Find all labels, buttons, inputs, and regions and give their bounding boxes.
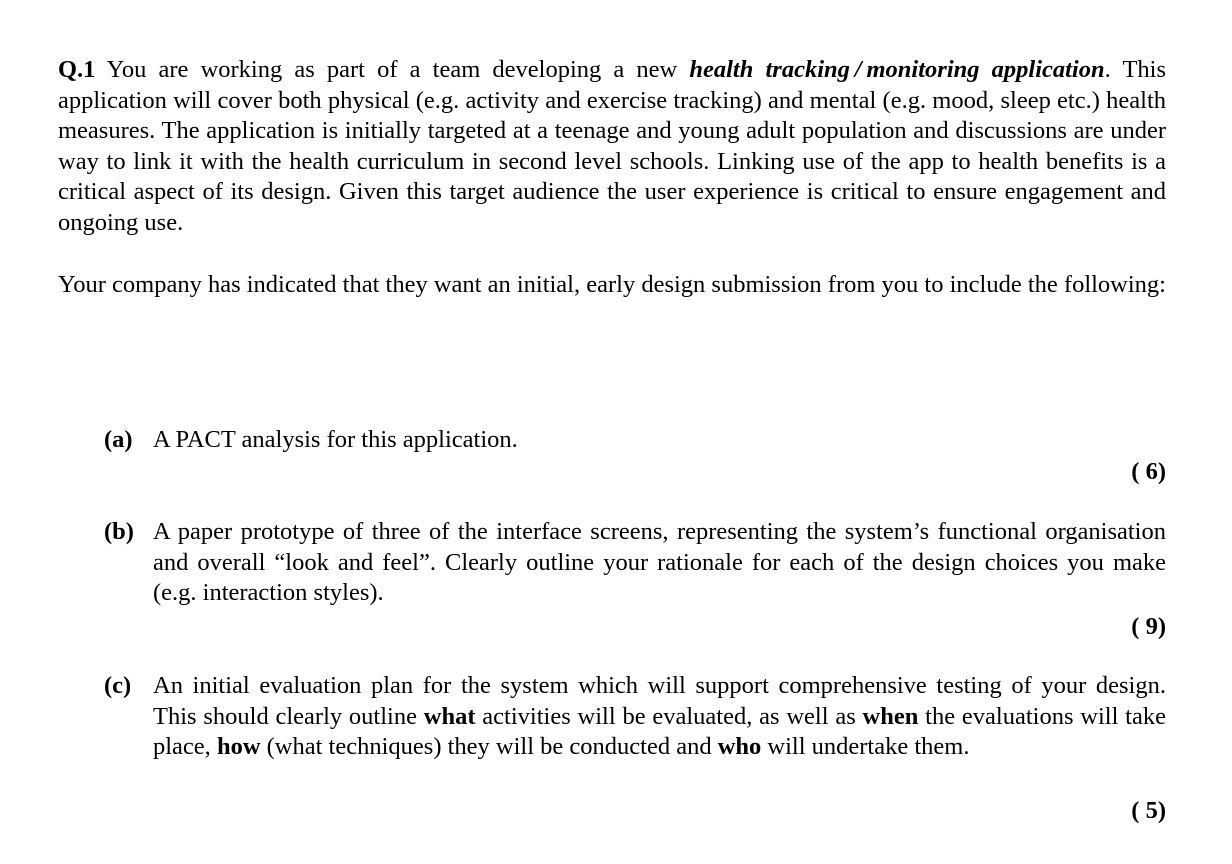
part-c-text — [153, 671, 1166, 763]
intro-paragraph: Your company has indicated that they want an initial, early design submission from you to include the following: — [58, 271, 1166, 298]
part-c-bold-who: who — [717, 733, 762, 760]
question-paragraph — [58, 55, 1166, 238]
part-c — [104, 671, 1166, 824]
part-a — [104, 425, 1166, 485]
question-text-before: You are working as part of a team developing a new — [95, 56, 690, 83]
part-c-text-5: will undertake them. — [761, 733, 970, 760]
part-c-label: (c) — [104, 672, 132, 699]
part-c-marks: ( 5) — [1131, 797, 1166, 824]
part-b-text: A paper prototype of three of the interface screens, representing the system’s functional organisation and overall “look and feel”. Clearly outline your rationale for each of the design choices you make (e.g. interaction styles). — [153, 518, 1166, 606]
part-a-text: A PACT analysis for this application. — [153, 426, 518, 453]
part-c-text-1: An initial evaluation plan for the system which will support comprehensive testing of your design. This should clearly outline — [153, 672, 1166, 730]
part-c-text-3: the evaluations will take place, — [153, 702, 1166, 760]
question-number: Q.1 — [58, 56, 96, 83]
part-c-bold-when: when — [862, 702, 919, 730]
part-b-marks: ( 9) — [1131, 613, 1166, 640]
question-block — [58, 55, 1166, 238]
part-c-text-2: activities will be evaluated, as well as — [475, 702, 863, 730]
part-b-label: (b) — [104, 518, 134, 545]
part-c-text-4: (what techniques) they will be conducted and — [260, 733, 718, 760]
part-a-label: (a) — [104, 426, 133, 453]
part-c-bold-what: what — [423, 702, 476, 730]
part-a-marks: ( 6) — [1131, 458, 1166, 485]
question-emphasis: health tracking / monitoring application — [689, 56, 1105, 83]
question-text-after: . This application will cover both physical (e.g. activity and exercise tracking) and mental (e.g. mood, sleep etc.) health measures. The application is initially targeted at a teenage and young adult population and discussions are under way to link it with the health curriculum in second level schools. Linking use of the app to health benefits is a critical aspect of its design. Given this target audience the user experience is critical to ensure engagement and ongoing use. — [58, 56, 1166, 236]
part-b — [104, 517, 1166, 640]
part-c-bold-how: how — [216, 733, 261, 760]
